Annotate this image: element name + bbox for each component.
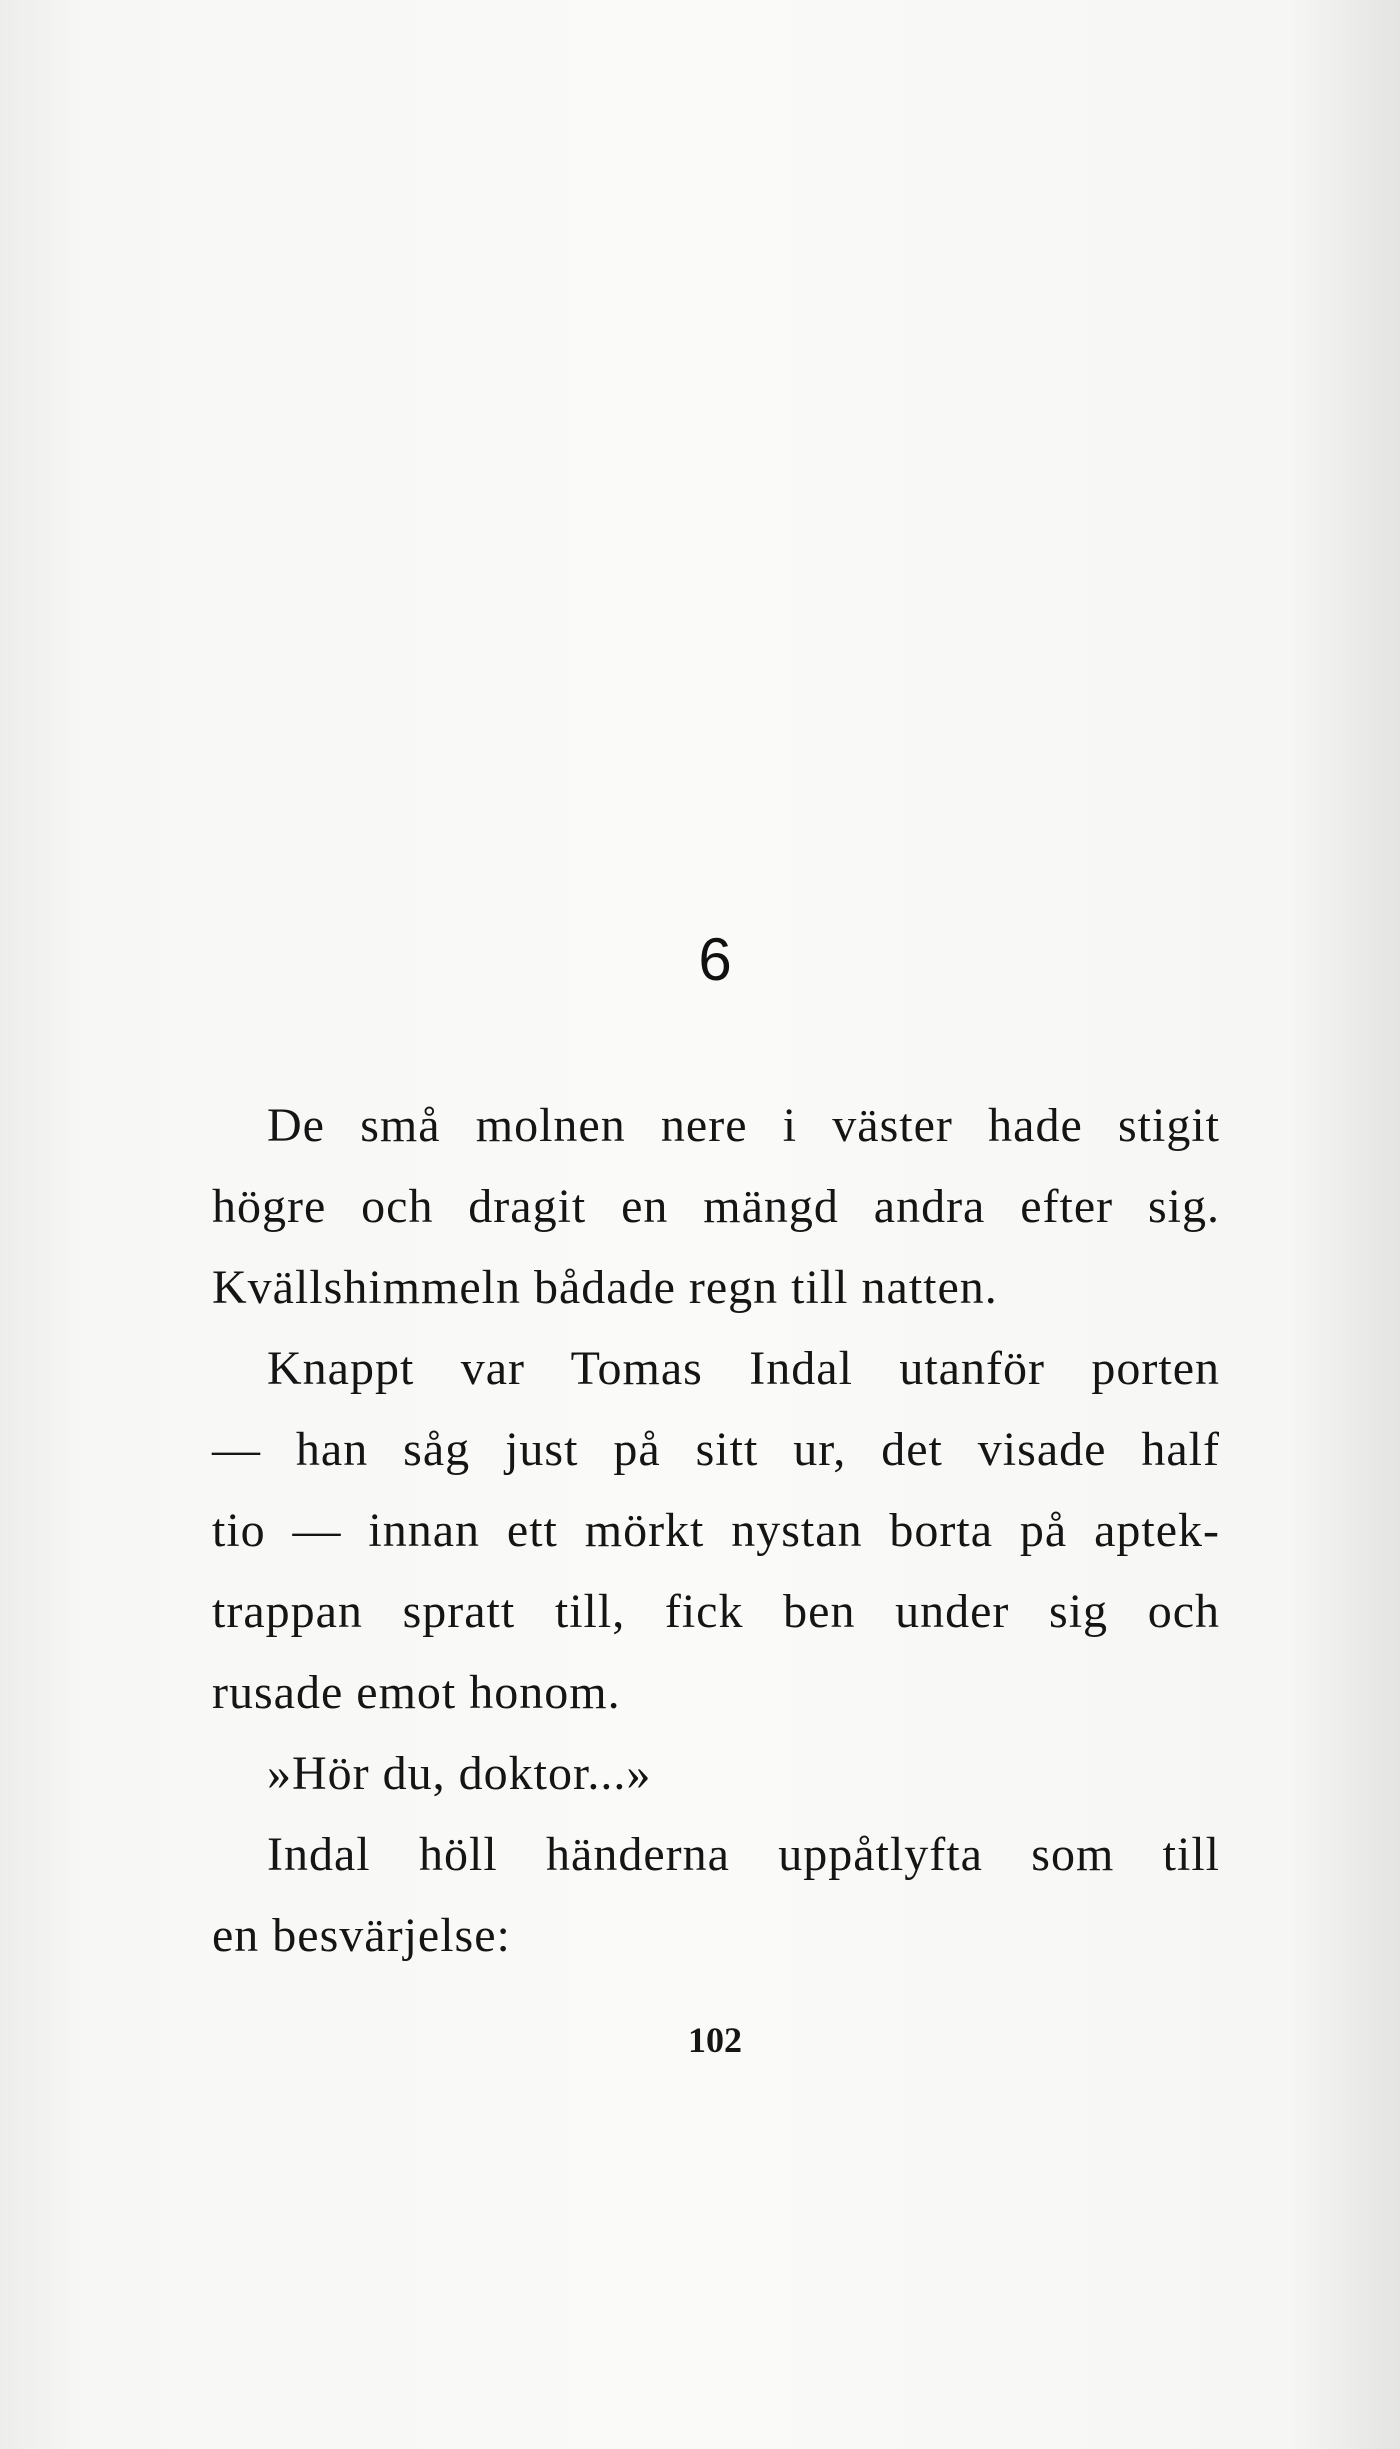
chapter-number: 6: [698, 926, 732, 993]
body-text: [212, 1085, 1220, 1976]
text-line: rusade emot honom.: [212, 1666, 621, 1719]
text-line: — han såg just på sitt ur, det visade half: [212, 1423, 1220, 1476]
paragraph: [212, 1814, 1220, 1976]
paragraph: [212, 1733, 1220, 1814]
text-line: trappan spratt till, fick ben under sig och: [212, 1585, 1220, 1638]
text-line: »Hör du, doktor...»: [267, 1747, 652, 1800]
text-line: Indal höll händerna uppåtlyfta som till: [267, 1828, 1220, 1881]
text-line: De små molnen nere i väster hade stigit: [267, 1099, 1220, 1152]
text-line: en besvärjelse:: [212, 1909, 511, 1962]
text-line: högre och dragit en mängd andra efter sig.: [212, 1180, 1220, 1233]
paragraph: [212, 1328, 1220, 1733]
page-number: 102: [688, 2020, 742, 2060]
text-line: tio — innan ett mörkt nystan borta på aptek-: [212, 1504, 1220, 1557]
text-line: Kvällshimmeln bådade regn till natten.: [212, 1261, 998, 1314]
text-line: Knappt var Tomas Indal utanför porten: [267, 1342, 1220, 1395]
paragraph: [212, 1085, 1220, 1328]
